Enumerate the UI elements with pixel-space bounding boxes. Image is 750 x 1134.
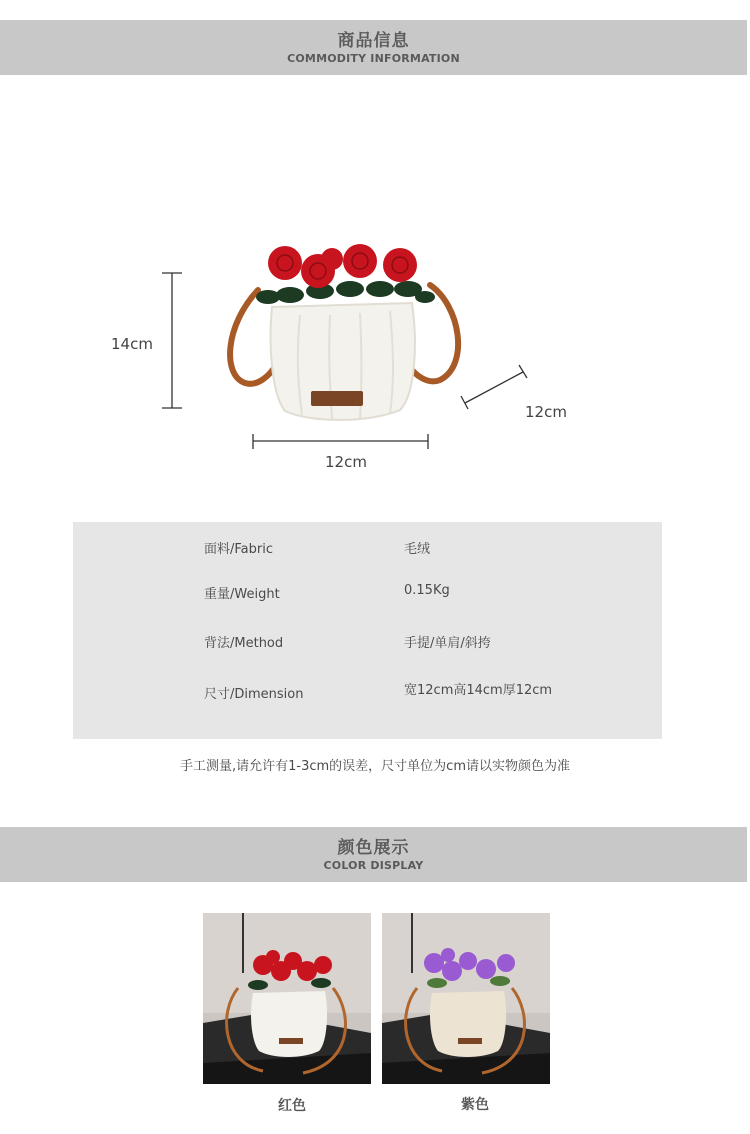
spec-value: 毛绒	[404, 542, 431, 557]
width-dimension-label: 12cm	[325, 453, 367, 471]
depth-dimension-line	[461, 365, 527, 409]
bag-illustration	[0, 75, 750, 515]
color-display-subtitle: COLOR DISPLAY	[323, 859, 424, 872]
height-dimension-line	[162, 273, 182, 408]
bag-strap	[230, 290, 276, 384]
spec-value: 手提/单肩/斜挎	[404, 636, 491, 651]
spec-key: 重量/Weight	[204, 587, 280, 602]
product-dimension-illustration	[0, 75, 750, 515]
spec-value: 0.15Kg	[404, 583, 450, 598]
commodity-info-header	[0, 20, 747, 75]
height-dimension-label: 14cm	[111, 335, 153, 353]
color-option-red[interactable]	[203, 913, 371, 1084]
red-bag-photo	[203, 913, 371, 1084]
color-display-title: 颜色展示	[337, 838, 410, 858]
color-label-purple: 紫色	[461, 1097, 489, 1113]
spec-key: 尺寸/Dimension	[204, 687, 304, 702]
color-display-header	[0, 827, 747, 882]
spec-value: 宽12cm高14cm厚12cm	[404, 683, 553, 698]
measurement-note: 手工测量,请允许有1-3cm的误差，尺寸单位为cm请以实物颜色为准	[180, 759, 570, 774]
spec-table	[73, 522, 662, 739]
spec-key: 面料/Fabric	[204, 542, 273, 557]
width-dimension-line	[253, 434, 428, 449]
depth-dimension-label: 12cm	[525, 403, 567, 421]
rose-flowers	[268, 244, 417, 288]
color-label-red: 红色	[278, 1098, 306, 1114]
bag-leather-tag	[311, 391, 363, 406]
spec-key: 背法/Method	[204, 636, 284, 651]
purple-bag-photo	[382, 913, 550, 1084]
color-option-purple[interactable]	[382, 913, 550, 1084]
commodity-info-title: 商品信息	[337, 31, 410, 51]
commodity-info-subtitle: COMMODITY INFORMATION	[287, 52, 460, 65]
